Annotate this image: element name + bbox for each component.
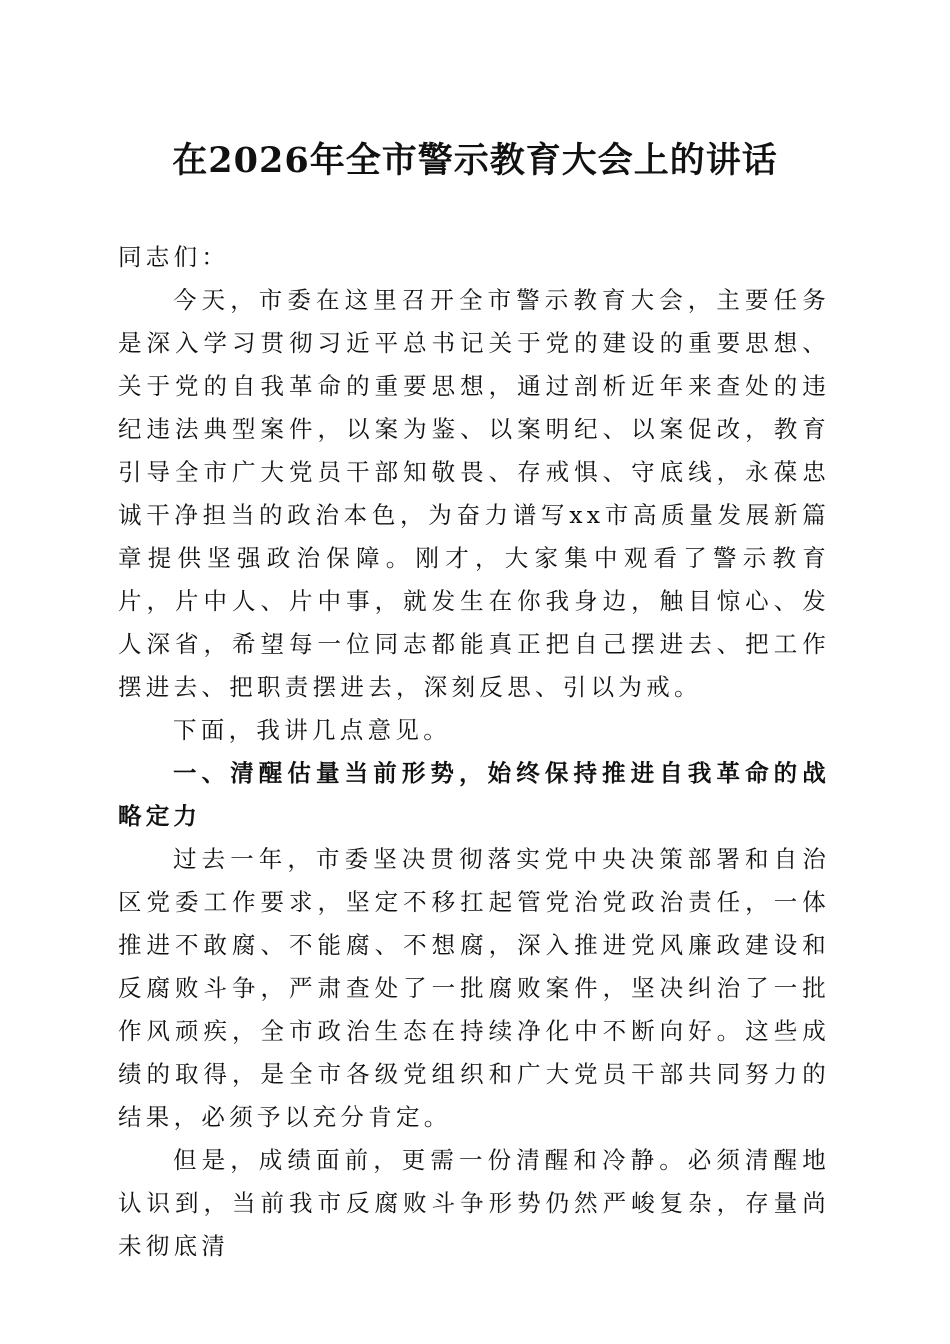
document-body — [118, 236, 830, 1268]
paragraph-achievements: 过去一年，市委坚决贯彻落实党中央决策部署和自治区党委工作要求，坚定不移扛起管党治党政治责任，一体推进不敢腐、不能腐、不想腐，深入推进党风廉政建设和反腐败斗争，严肃查处了一批腐败案件，坚决纠治了一批作风顽疾，全市政治生态在持续净化中不断向好。这些成绩的取得，是全市各级党组织和广大党员干部共同努力的结果，必须予以充分肯定。 — [118, 845, 830, 1131]
document-title: 在2026年全市警示教育大会上的讲话 — [172, 140, 778, 181]
salutation: 同志们： — [118, 243, 230, 271]
paragraph-situation: 但是，成绩面前，更需一份清醒和冷静。必须清醒地认识到，当前我市反腐败斗争形势仍然严峻复杂，存量尚未彻底清 — [118, 1146, 830, 1260]
section-heading: 一、清醒估量当前形势，始终保持推进自我革命的战略定力 — [118, 759, 830, 830]
paragraph-transition: 下面，我讲几点意见。 — [173, 716, 451, 744]
paragraph-opening: 今天，市委在这里召开全市警示教育大会，主要任务是深入学习贯彻习近平总书记关于党的建设的重要思想、关于党的自我革命的重要思想，通过剖析近年来查处的违纪违法典型案件，以案为鉴、以案明纪、以案促改，教育引导全市广大党员干部知敬畏、存戒惧、守底线，永葆忠诚干净担当的政治本色，为奋力谱写xx市高质量发展新篇章提供坚强政治保障。刚才，大家集中观看了警示教育片，片中人、片中事，就发生在你我身边，触目惊心、发人深省，希望每一位同志都能真正把自己摆进去、把工作摆进去、把职责摆进去，深刻反思、引以为戒。 — [118, 286, 830, 701]
